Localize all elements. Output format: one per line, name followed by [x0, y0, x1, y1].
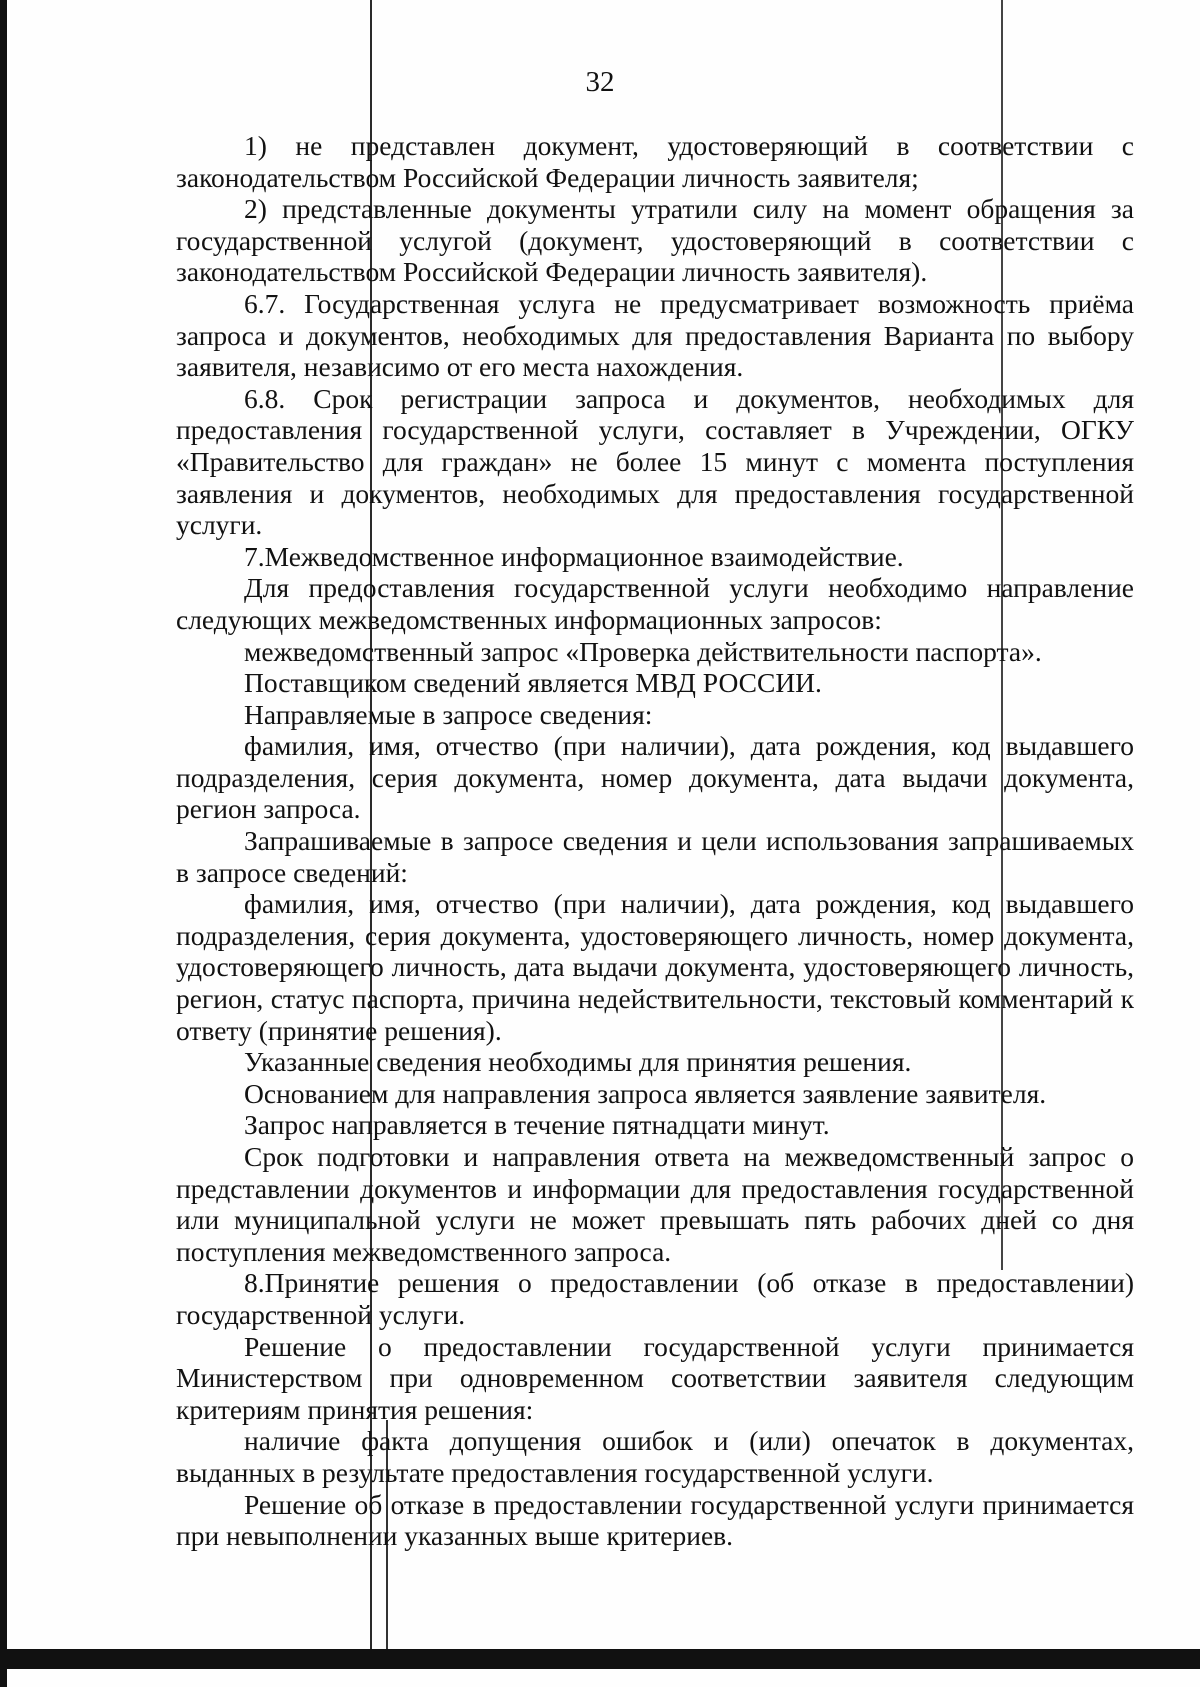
- paragraph: межведомственный запрос «Проверка действительности паспорта».: [244, 635, 1042, 667]
- paragraph: 1) не представлен документ, удостоверяющий в соответствии с законодательством Российской Федерации личность заявителя;: [176, 130, 1134, 193]
- paragraph: 6.7. Государственная услуга не предусматривает возможность приёма запроса и документов, необходимых для предоставления Варианта по выбору заявителя, независимо от его места нахождения.: [176, 287, 1134, 383]
- scan-left-edge: [0, 0, 7, 1687]
- paragraph: 6.8. Срок регистрации запроса и документов, необходимых для предоставления государственной услуги, составляет в Учреждении, ОГКУ «Правительство для граждан» не более 15 минут с момента поступления заявления и документов, необходимых для предоставления государственной услуги.: [176, 382, 1134, 541]
- paragraph: Поставщиком сведений является МВД РОССИИ.: [244, 667, 822, 699]
- paragraph: Направляемые в запросе сведения:: [244, 698, 653, 730]
- paragraph: Решение об отказе в предоставлении государственной услуги принимается при невыполнении указанных выше критериев.: [176, 1488, 1134, 1552]
- paragraph: Основанием для направления запроса является заявление заявителя.: [244, 1077, 1047, 1109]
- section-heading: 7.Межведомственное информационное взаимодействие.: [244, 540, 904, 572]
- paragraph: Срок подготовки и направления ответа на межведомственный запрос о представлении документов и информации для предоставления государственной или муниципальной услуги не может превышать пять рабочих дней со дня поступления межведомственного запроса.: [176, 1141, 1134, 1267]
- page-number: 32: [585, 66, 615, 98]
- document-body: [176, 130, 1134, 1552]
- paragraph: Для предоставления государственной услуги необходимо направление следующих межведомственных информационных запросов:: [176, 572, 1134, 635]
- paragraph: Запрашиваемые в запросе сведения и цели использования запрашиваемых в запросе сведений:: [176, 825, 1134, 888]
- section-heading: 8.Принятие решения о предоставлении (об отказе в предоставлении) государственной услуги.: [176, 1267, 1134, 1330]
- paragraph: Решение о предоставлении государственной услуги принимается Министерством при одновременном соответствии заявителя следующим критериям принятия решения:: [176, 1330, 1134, 1425]
- paragraph: фамилия, имя, отчество (при наличии), дата рождения, код выдавшего подразделения, серия документа, удостоверяющего личность, номер документа, удостоверяющего личность, дата выдачи документа, удостоверяющего личность, регион, статус паспорта, причина недействительности, текстовый комментарий к ответу (принятие решения).: [176, 888, 1134, 1046]
- paragraph: 2) представленные документы утратили силу на момент обращения за государственной услугой (документ, удостоверяющий в соответствии с законодательством Российской Федерации личность заявителя).: [176, 193, 1134, 288]
- paragraph: Указанные сведения необходимы для принятия решения.: [244, 1046, 912, 1078]
- paragraph: фамилия, имя, отчество (при наличии), дата рождения, код выдавшего подразделения, серия документа, номер документа, дата выдачи документа, регион запроса.: [176, 730, 1134, 825]
- paragraph: Запрос направляется в течение пятнадцати минут.: [244, 1109, 830, 1141]
- scan-bottom-edge: [0, 1649, 1200, 1669]
- paragraph: наличие факта допущения ошибок и (или) опечаток в документах, выданных в результате предоставления государственной услуги.: [176, 1425, 1134, 1488]
